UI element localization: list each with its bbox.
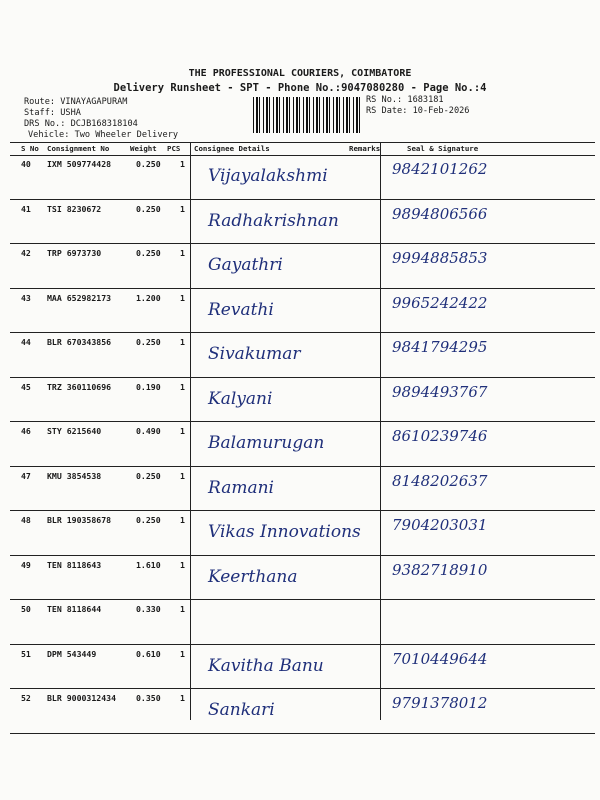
weight-value: 0.610	[136, 648, 161, 659]
weight-value: 0.330	[136, 604, 161, 614]
consignment-number: IXM 509774428	[47, 159, 112, 169]
staff-label: Staff: USHA	[24, 108, 81, 118]
table-row	[10, 332, 595, 378]
weight-value: 0.250	[136, 248, 161, 258]
serial-number: 45	[21, 381, 31, 392]
pieces-count: 1	[180, 248, 185, 258]
consignee-signature: Sankari	[208, 700, 275, 720]
seal-signature: 9894493767	[392, 382, 488, 401]
serial-number: 42	[21, 248, 31, 258]
consignment-number: TEN 8118643	[47, 559, 102, 570]
seal-signature: 9382718910	[392, 560, 488, 579]
rs-number: RS No.: 1683181	[366, 95, 444, 105]
weight-value: 0.350	[136, 693, 161, 703]
table-row	[10, 599, 595, 645]
header-consignee: Consignee Details	[194, 144, 270, 153]
table-row	[10, 466, 595, 512]
pieces-count: 1	[180, 159, 185, 169]
consignee-signature: Radhakrishnan	[208, 210, 339, 231]
consignee-signature: Sivakumar	[208, 344, 301, 364]
seal-signature: 9841794295	[392, 338, 488, 356]
consignee-signature: Gayathri	[208, 255, 283, 275]
seal-signature: 8610239746	[392, 427, 488, 445]
table-row	[10, 288, 595, 334]
seal-signature: 9994885853	[392, 249, 488, 267]
pieces-count: 1	[180, 648, 185, 659]
header-consignment: Consignment No	[47, 144, 110, 153]
seal-signature: 7010449644	[392, 649, 488, 668]
serial-number: 44	[21, 337, 31, 347]
pieces-count: 1	[180, 292, 185, 303]
table-row	[10, 644, 595, 690]
seal-signature: 9842101262	[392, 160, 488, 178]
serial-number: 40	[21, 159, 31, 169]
weight-value: 0.250	[136, 203, 161, 214]
consignee-signature: Ramani	[208, 477, 274, 498]
consignee-signature: Vijayalakshmi	[208, 166, 328, 186]
weight-value: 0.250	[136, 337, 161, 347]
table-row	[10, 555, 595, 601]
consignee-signature: Kavitha Banu	[208, 655, 324, 676]
rs-date: RS Date: 10-Feb-2026	[366, 106, 470, 116]
table-row	[10, 421, 595, 467]
barcode-image	[253, 97, 363, 133]
consignment-number: TSI 8230672	[47, 203, 102, 214]
consignee-signature: Balamurugan	[208, 433, 325, 453]
table-row	[10, 199, 595, 245]
pieces-count: 1	[180, 381, 185, 392]
seal-signature: 8148202637	[392, 471, 488, 490]
weight-value: 1.610	[136, 559, 161, 570]
header-pcs: PCS	[167, 144, 181, 153]
seal-signature: 9965242422	[392, 293, 488, 312]
header-sno: S No	[21, 144, 39, 153]
consignment-number: TRZ 360110696	[47, 381, 112, 392]
consignment-number: TEN 8118644	[47, 604, 102, 614]
consignee-signature: Keerthana	[208, 566, 298, 587]
serial-number: 47	[21, 470, 31, 481]
seal-signature: 7904203031	[392, 516, 488, 534]
pieces-count: 1	[180, 693, 185, 703]
consignment-number: BLR 9000312434	[47, 693, 117, 703]
pieces-count: 1	[180, 515, 185, 525]
pieces-count: 1	[180, 203, 185, 214]
header-weight: Weight	[130, 144, 157, 153]
consignee-signature: Kalyani	[208, 388, 273, 409]
serial-number: 43	[21, 292, 31, 303]
serial-number: 46	[21, 426, 31, 436]
weight-value: 0.250	[136, 470, 161, 481]
pieces-count: 1	[180, 426, 185, 436]
document-subtitle: Delivery Runsheet - SPT - Phone No.:9047080280 - Page No.:4	[113, 82, 487, 94]
weight-value: 0.490	[136, 426, 161, 436]
vehicle-label: Vehicle: Two Wheeler Delivery	[28, 130, 179, 140]
route-label: Route: VINAYAGAPURAM	[24, 97, 128, 107]
weight-value: 1.200	[136, 292, 161, 303]
consignment-number: BLR 190358678	[47, 515, 112, 525]
header-remarks: Remarks	[349, 144, 381, 153]
weight-value: 0.250	[136, 515, 161, 525]
weight-value: 0.190	[136, 381, 161, 392]
seal-signature: 9894806566	[392, 204, 488, 223]
document-title: THE PROFESSIONAL COURIERS, COIMBATORE	[188, 68, 412, 79]
seal-signature: 9791378012	[392, 694, 488, 712]
drs-number: DRS No.: DCJB168318104	[24, 119, 138, 129]
consignment-number: DPM 543449	[47, 648, 97, 659]
pieces-count: 1	[180, 337, 185, 347]
header-seal: Seal & Signature	[407, 144, 479, 153]
consignment-number: MAA 652982173	[47, 292, 112, 303]
table-row	[10, 243, 595, 289]
pieces-count: 1	[180, 470, 185, 481]
pieces-count: 1	[180, 559, 185, 570]
table-row	[10, 510, 595, 556]
serial-number: 49	[21, 559, 31, 570]
table-row	[10, 688, 595, 734]
consignee-signature: Vikas Innovations	[208, 522, 361, 542]
weight-value: 0.250	[136, 159, 161, 169]
table-row	[10, 154, 595, 200]
consignment-number: KMU 3854538	[47, 470, 102, 481]
consignment-number: BLR 670343856	[47, 337, 112, 347]
table-row	[10, 377, 595, 423]
serial-number: 52	[21, 693, 31, 703]
serial-number: 41	[21, 203, 31, 214]
consignment-number: TRP 6973730	[47, 248, 102, 258]
serial-number: 48	[21, 515, 31, 525]
serial-number: 50	[21, 604, 31, 614]
serial-number: 51	[21, 648, 31, 659]
consignee-signature: Revathi	[208, 299, 274, 320]
pieces-count: 1	[180, 604, 185, 614]
consignment-number: STY 6215640	[47, 426, 102, 436]
